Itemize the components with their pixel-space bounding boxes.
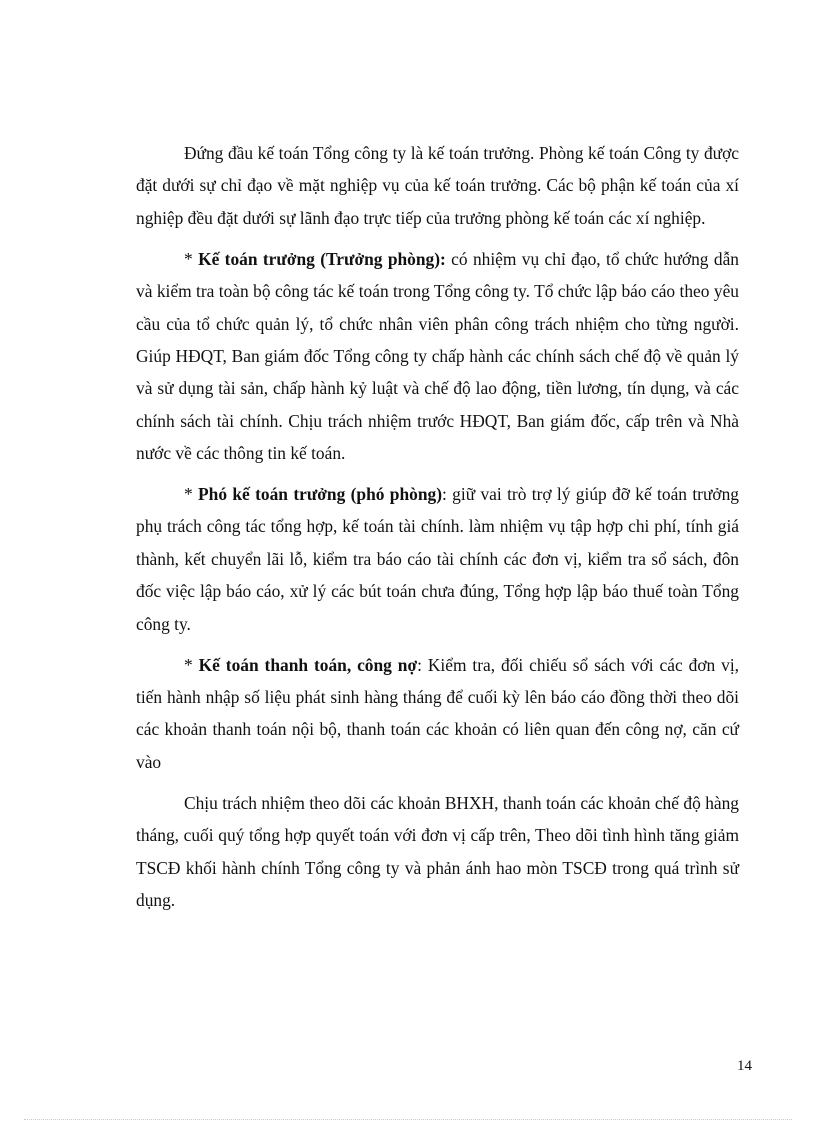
paragraph-intro	[136, 137, 739, 234]
paragraph-text: Chịu trách nhiệm theo dõi các khoản BHXH, thanh toán các khoản chế độ hàng tháng, cuối quý tổng hợp quyết toán với đơn vị cấp trên, Theo dõi tình hình tăng giảm TSCĐ khối hành chính Tổng công ty và phản ánh hao mòn TSCĐ trong quá trình sử dụng.	[136, 792, 739, 910]
page-number: 14	[737, 1058, 752, 1074]
paragraph-text: : Kiểm tra, đối chiếu sổ sách với các đơn vị, tiến hành nhập số liệu phát sinh hàng tháng để cuối kỳ lên báo cáo đồng thời theo dõi các khoản thanh toán nội bộ, thanh toán các khoản có liên quan đến công nợ, căn cứ vào	[136, 654, 739, 772]
paragraph-payment-accountant	[136, 649, 739, 779]
bullet-prefix: *	[184, 654, 199, 675]
paragraph-deputy-chief-accountant	[136, 478, 739, 640]
bullet-prefix: *	[184, 248, 199, 269]
paragraph-text: : giữ vai trò trợ lý giúp đỡ kế toán trưởng phụ trách công tác tổng hợp, kế toán tài chính. làm nhiệm vụ tập hợp chi phí, tính giá thành, kết chuyển lãi lỗ, kiểm tra báo cáo tài chính các đơn vị, kiểm tra sổ sách, đôn đốc việc lập báo cáo, xử lý các bút toán chưa đúng, Tổng hợp lập báo thuế toàn Tổng công ty.	[136, 484, 739, 634]
paragraph-heading: Phó kế toán trưởng (phó phòng)	[198, 484, 442, 505]
bullet-prefix: *	[184, 484, 199, 505]
body-text	[136, 137, 739, 925]
paragraph-responsibilities	[136, 787, 739, 917]
paragraph-text: Đứng đầu kế toán Tổng công ty là kế toán trưởng. Phòng kế toán Công ty được đặt dưới sự chỉ đạo về mặt nghiệp vụ của kế toán trưởng. Các bộ phận kế toán của xí nghiệp đều đặt dưới sự lãnh đạo trực tiếp của trưởng phòng kế toán các xí nghiệp.	[136, 143, 739, 228]
paragraph-chief-accountant	[136, 243, 739, 470]
paragraph-text: có nhiệm vụ chỉ đạo, tổ chức hướng dẫn và kiểm tra toàn bộ công tác kế toán trong Tổng công ty. Tổ chức lập báo cáo theo yêu cầu của tổ chức quản lý, tổ chức nhân viên phân công trách nhiệm cho từng người. Giúp HĐQT, Ban giám đốc Tổng công ty chấp hành các chính sách chế độ về quản lý và sử dụng tài sản, chấp hành kỷ luật và chế độ lao động, tiền lương, tín dụng, và các chính sách tài chính. Chịu trách nhiệm trước HĐQT, Ban giám đốc, cấp trên và Nhà nước về các thông tin kế toán.	[136, 248, 739, 464]
paragraph-heading: Kế toán trưởng (Trưởng phòng):	[198, 248, 446, 269]
paragraph-heading: Kế toán thanh toán, công nợ	[198, 654, 418, 675]
footer-divider	[24, 1119, 792, 1120]
